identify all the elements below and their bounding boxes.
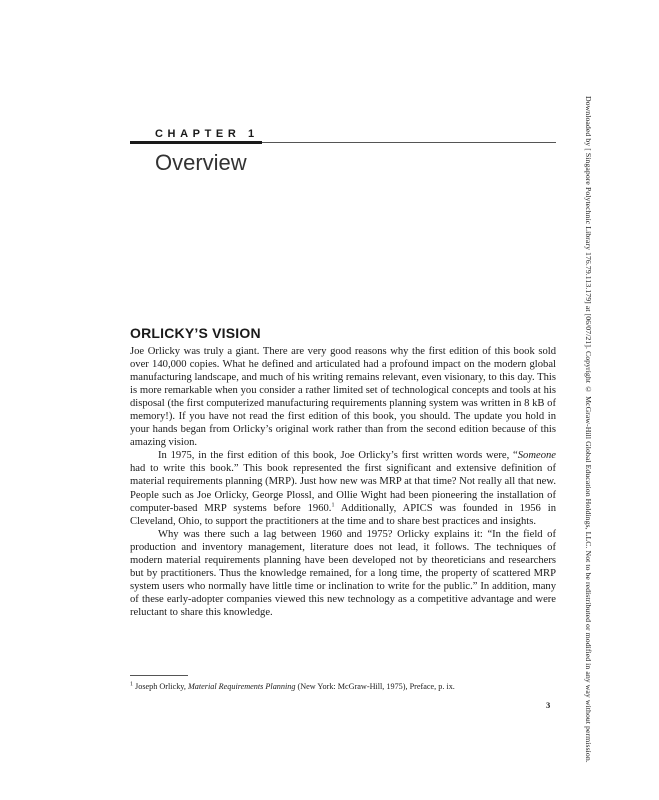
chapter-label: CHAPTER 1 bbox=[155, 128, 259, 140]
footnote-book-title: Material Requirements Planning bbox=[187, 682, 296, 691]
footnote-rule bbox=[130, 675, 188, 676]
paragraph-2-start: In 1975, in the first edition of this book, Joe Orlicky’s first written words were, “ bbox=[158, 450, 518, 462]
footnote-mark: 1 bbox=[130, 681, 133, 688]
footnote-author: Joseph Orlicky, bbox=[135, 682, 186, 691]
chapter-rule-thin bbox=[262, 142, 556, 143]
paragraph-3: Why was there such a lag between 1960 and 1975? Orlicky explains it: “In the field of production and inventory management, literature does not lead, it follows. The techniques of modern material requirements planning have been developed not by theoreticians and researchers but by practitioners. Thus the knowledge remained, for a long time, the property of scattered MRP system users who normally have little time or inclination to write for the public.” In addition, many of these early-adopter companies viewed this new technology as a competitive advantage and were reluctant to share this knowledge. bbox=[130, 528, 556, 618]
footnote-details: (New York: McGraw-Hill, 1975), Preface, p. ix. bbox=[297, 682, 455, 691]
paragraph-2-end: Additionally, APICS was founded in 1956 in Cleveland, Ohio, to support the practitioners at the time and to share best practices and insights. bbox=[130, 502, 556, 527]
body-text bbox=[130, 345, 556, 619]
paragraph-1: Joe Orlicky was truly a giant. There are very good reasons why the first edition of this book sold over 140,000 copies. What he defined and articulated had a profound impact on the modern global manufacturing landscape, and much of his writing remains relevant, even visionary, to this day. This is more remarkable when you consider a rather limited set of technological concepts and tools at his disposal (the first computerized manufacturing requirements planning system was written in 8 kB of memory!). If you have not read the first edition of this book, you should. The update you hold in your hands began from Orlicky’s original work rather than from the second edition because of this amazing vision. bbox=[130, 346, 556, 449]
footnote-reference: 1 bbox=[331, 502, 335, 509]
footnote bbox=[130, 682, 455, 691]
paragraph-2-italic: Someone bbox=[517, 450, 556, 462]
section-heading: ORLICKY’S VISION bbox=[130, 325, 261, 341]
chapter-rule-thick bbox=[130, 141, 262, 144]
paragraph-2-middle: had to write this book.” This book represented the first significant and extensive definition of material requirements planning (MRP). Just how new was MRP at that time? Not really all that new. People such as Joe Orlicky, George Plossl, and Ollie Wight had been pioneering the installation of computer-based MRP systems before 1960. bbox=[130, 463, 556, 514]
chapter-title: Overview bbox=[155, 150, 247, 175]
paragraph-2 bbox=[130, 449, 556, 527]
page-number: 3 bbox=[546, 700, 551, 710]
download-notice: Downloaded by [ Singapore Polytechnic Library 176.79.113.179] at [06/07/21]. Copyright © McGraw-Hill Global Education Holdings, LLC. Not to be redistributed or modified in any way without permission. bbox=[584, 96, 593, 763]
